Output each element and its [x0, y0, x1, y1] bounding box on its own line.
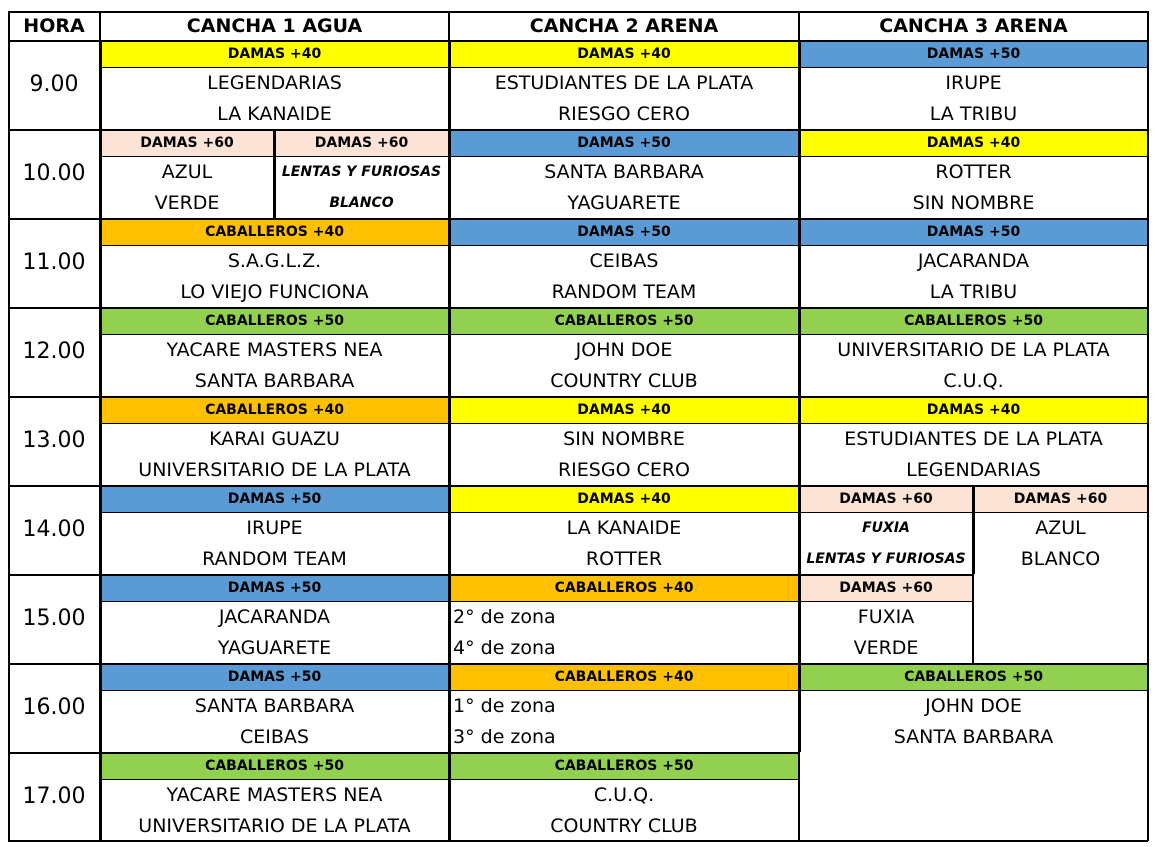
- team-name: 2° de zona: [453, 605, 556, 628]
- grid-line: [798, 752, 800, 841]
- team-name: 4° de zona: [453, 636, 556, 659]
- team-name: SIN NOMBRE: [563, 427, 685, 450]
- team-name: LA TRIBU: [929, 280, 1018, 303]
- header-cancha-2: CANCHA 2 ARENA: [529, 14, 719, 37]
- grid-line: [100, 396, 449, 398]
- grid-line: [972, 574, 974, 663]
- team-name: FUXIA: [857, 605, 915, 628]
- grid-line: [449, 156, 799, 157]
- grid-line: [799, 129, 1148, 131]
- grid-line: [799, 512, 973, 513]
- grid-line: [799, 485, 973, 487]
- grid-line: [8, 40, 100, 42]
- grid-line: [973, 485, 975, 574]
- team-name: C.U.Q.: [593, 783, 655, 806]
- grid-line: [799, 245, 1148, 246]
- hora-cell: 15.00: [22, 606, 86, 631]
- grid-line: [799, 574, 801, 663]
- team-name: YACARE MASTERS NEA: [166, 338, 383, 361]
- team-name: JACARANDA: [917, 249, 1030, 272]
- team-name: KARAI GUAZU: [209, 427, 340, 450]
- category-label: DAMAS +40: [100, 40, 449, 67]
- hora-cell: 13.00: [22, 428, 86, 453]
- team-name: LENTAS Y FURIOSAS: [806, 550, 966, 567]
- grid-line: [100, 752, 449, 754]
- grid-line: [449, 574, 451, 663]
- category-label: CABALLEROS +50: [100, 752, 449, 779]
- category-label: DAMAS +60: [799, 485, 973, 512]
- grid-line: [449, 40, 451, 129]
- team-name: SIN NOMBRE: [912, 191, 1035, 214]
- grid-line: [8, 218, 100, 220]
- grid-line: [100, 156, 274, 157]
- category-label: CABALLEROS +40: [100, 218, 449, 245]
- team-name: LEGENDARIAS: [207, 71, 342, 94]
- grid-line: [8, 840, 1148, 842]
- grid-line: [799, 423, 1148, 424]
- grid-line: [449, 218, 799, 220]
- grid-line: [100, 218, 449, 220]
- grid-line: [799, 396, 801, 485]
- hora-cell: 12.00: [22, 339, 86, 364]
- grid-line: [8, 663, 100, 665]
- hora-cell: 17.00: [22, 784, 86, 809]
- grid-line: [449, 485, 799, 487]
- grid-line: [449, 40, 799, 42]
- grid-line: [973, 485, 1148, 487]
- hora-cell: 16.00: [22, 695, 86, 720]
- category-label: DAMAS +40: [799, 396, 1148, 423]
- category-label: DAMAS +50: [449, 218, 799, 245]
- category-label: DAMAS +60: [100, 129, 274, 156]
- grid-line: [8, 574, 100, 576]
- category-label: DAMAS +60: [799, 574, 973, 601]
- grid-line: [449, 512, 799, 513]
- grid-line: [799, 40, 801, 129]
- category-label: CABALLEROS +50: [449, 752, 799, 779]
- grid-line: [798, 11, 800, 40]
- header-cancha-3: CANCHA 3 ARENA: [879, 14, 1068, 37]
- category-label: DAMAS +40: [799, 129, 1148, 156]
- team-name: SANTA BARBARA: [544, 160, 704, 183]
- category-label: CABALLEROS +50: [449, 307, 799, 334]
- grid-line: [449, 245, 799, 246]
- team-name: C.U.Q.: [943, 369, 1004, 392]
- team-name: LEGENDARIAS: [906, 458, 1041, 481]
- team-name: IRUPE: [246, 516, 303, 539]
- team-name: CEIBAS: [589, 249, 659, 272]
- grid-line: [799, 218, 1148, 220]
- grid-line: [100, 690, 449, 691]
- team-name: ROTTER: [585, 547, 663, 570]
- category-label: DAMAS +50: [100, 663, 449, 690]
- category-label: CABALLEROS +50: [799, 307, 1148, 334]
- team-name: RANDOM TEAM: [551, 280, 697, 303]
- grid-line: [100, 334, 449, 335]
- team-name: IRUPE: [945, 71, 1002, 94]
- category-label: DAMAS +50: [100, 485, 449, 512]
- grid-line: [100, 601, 449, 602]
- grid-line: [973, 512, 1148, 513]
- grid-line: [8, 396, 100, 398]
- grid-line: [449, 663, 451, 752]
- team-name: SANTA BARBARA: [194, 694, 355, 717]
- grid-line: [8, 11, 1148, 13]
- grid-line: [449, 752, 451, 841]
- grid-line: [799, 334, 1148, 335]
- grid-line: [799, 690, 1148, 691]
- hora-cell: 10.00: [22, 161, 86, 186]
- grid-line: [799, 307, 1148, 309]
- team-name: UNIVERSITARIO DE LA PLATA: [138, 814, 411, 837]
- team-name: BLANCO: [329, 194, 394, 211]
- grid-line: [100, 245, 449, 246]
- grid-line: [274, 129, 449, 131]
- team-name: LA KANAIDE: [217, 102, 332, 125]
- team-name: AZUL: [161, 160, 213, 183]
- grid-line: [99, 11, 101, 841]
- grid-line: [799, 574, 973, 576]
- team-name: BLANCO: [1020, 547, 1101, 570]
- category-label: CABALLEROS +40: [449, 574, 799, 601]
- grid-line: [449, 779, 799, 780]
- category-label: DAMAS +40: [449, 485, 799, 512]
- team-name: LO VIEJO FUNCIONA: [180, 280, 369, 303]
- grid-line: [799, 663, 801, 752]
- grid-line: [100, 574, 449, 576]
- grid-line: [449, 601, 799, 602]
- team-name: JACARANDA: [218, 605, 331, 628]
- grid-line: [100, 423, 449, 424]
- team-name: UNIVERSITARIO DE LA PLATA: [837, 338, 1110, 361]
- team-name: FUXIA: [862, 519, 910, 536]
- grid-line: [449, 690, 799, 691]
- grid-line: [449, 485, 451, 574]
- category-label: DAMAS +50: [449, 129, 799, 156]
- grid-line: [100, 307, 449, 309]
- grid-line: [449, 334, 799, 335]
- grid-line: [799, 67, 1148, 68]
- grid-line: [100, 129, 274, 131]
- grid-line: [100, 512, 449, 513]
- grid-line: [799, 156, 1148, 157]
- team-name: RIESGO CERO: [557, 458, 691, 481]
- category-label: DAMAS +40: [449, 396, 799, 423]
- grid-line: [8, 485, 100, 487]
- grid-line: [449, 396, 451, 485]
- team-name: LENTAS Y FURIOSAS: [281, 163, 442, 180]
- team-name: UNIVERSITARIO DE LA PLATA: [138, 458, 411, 481]
- team-name: COUNTRY CLUB: [550, 814, 698, 837]
- grid-line: [799, 485, 801, 574]
- team-name: AZUL: [1035, 516, 1086, 539]
- grid-line: [274, 129, 276, 218]
- category-label: DAMAS +60: [274, 129, 449, 156]
- grid-line: [8, 752, 100, 754]
- team-name: JOHN DOE: [575, 338, 673, 361]
- grid-line: [799, 396, 1148, 398]
- team-name: RANDOM TEAM: [202, 547, 347, 570]
- grid-line: [449, 129, 451, 218]
- grid-line: [449, 67, 799, 68]
- team-name: YAGUARETE: [567, 191, 681, 214]
- team-name: VERDE: [154, 191, 220, 214]
- team-name: YAGUARETE: [217, 636, 332, 659]
- team-name: S.A.G.L.Z.: [227, 249, 322, 272]
- category-label: CABALLEROS +50: [799, 663, 1148, 690]
- grid-line: [274, 156, 449, 157]
- team-name: YACARE MASTERS NEA: [166, 783, 383, 806]
- team-name: SANTA BARBARA: [893, 725, 1054, 748]
- hora-cell: 11.00: [22, 250, 86, 275]
- grid-line: [100, 663, 449, 665]
- team-name: ROTTER: [935, 160, 1012, 183]
- team-name: SANTA BARBARA: [194, 369, 355, 392]
- header-cancha-1: CANCHA 1 AGUA: [186, 14, 363, 37]
- grid-line: [8, 307, 100, 309]
- grid-line: [449, 752, 799, 754]
- team-name: 3° de zona: [453, 725, 556, 748]
- grid-line: [8, 11, 10, 841]
- grid-line: [8, 129, 100, 131]
- team-name: ESTUDIANTES DE LA PLATA: [494, 71, 754, 94]
- grid-line: [100, 779, 449, 780]
- grid-line: [449, 396, 799, 398]
- hora-cell: 14.00: [22, 517, 86, 542]
- grid-line: [449, 663, 799, 665]
- category-label: CABALLEROS +40: [100, 396, 449, 423]
- category-label: DAMAS +60: [973, 485, 1148, 512]
- team-name: ESTUDIANTES DE LA PLATA: [844, 427, 1103, 450]
- grid-line: [799, 40, 1148, 42]
- team-name: JOHN DOE: [925, 694, 1022, 717]
- team-name: VERDE: [853, 636, 919, 659]
- grid-line: [799, 307, 801, 396]
- grid-line: [799, 663, 1148, 665]
- grid-line: [449, 129, 799, 131]
- grid-line: [1147, 11, 1149, 841]
- category-label: DAMAS +50: [799, 40, 1148, 67]
- team-name: LA KANAIDE: [566, 516, 682, 539]
- hora-cell: 9.00: [29, 72, 79, 97]
- team-name: CEIBAS: [240, 725, 309, 748]
- grid-line: [449, 423, 799, 424]
- grid-line: [449, 307, 799, 309]
- grid-line: [100, 485, 449, 487]
- grid-line: [799, 601, 973, 602]
- grid-line: [449, 307, 451, 396]
- team-name: COUNTRY CLUB: [550, 369, 698, 392]
- category-label: DAMAS +50: [799, 218, 1148, 245]
- grid-line: [449, 218, 451, 307]
- grid-line: [799, 129, 801, 218]
- category-label: CABALLEROS +50: [100, 307, 449, 334]
- grid-line: [449, 574, 799, 576]
- team-name: 1° de zona: [453, 694, 556, 717]
- grid-line: [448, 11, 450, 40]
- grid-line: [100, 67, 449, 68]
- team-name: RIESGO CERO: [557, 102, 691, 125]
- team-name: LA TRIBU: [929, 102, 1018, 125]
- grid-line: [799, 218, 801, 307]
- header-hora: HORA: [23, 14, 85, 37]
- grid-line: [100, 40, 449, 42]
- category-label: DAMAS +40: [449, 40, 799, 67]
- category-label: CABALLEROS +40: [449, 663, 799, 690]
- category-label: DAMAS +50: [100, 574, 449, 601]
